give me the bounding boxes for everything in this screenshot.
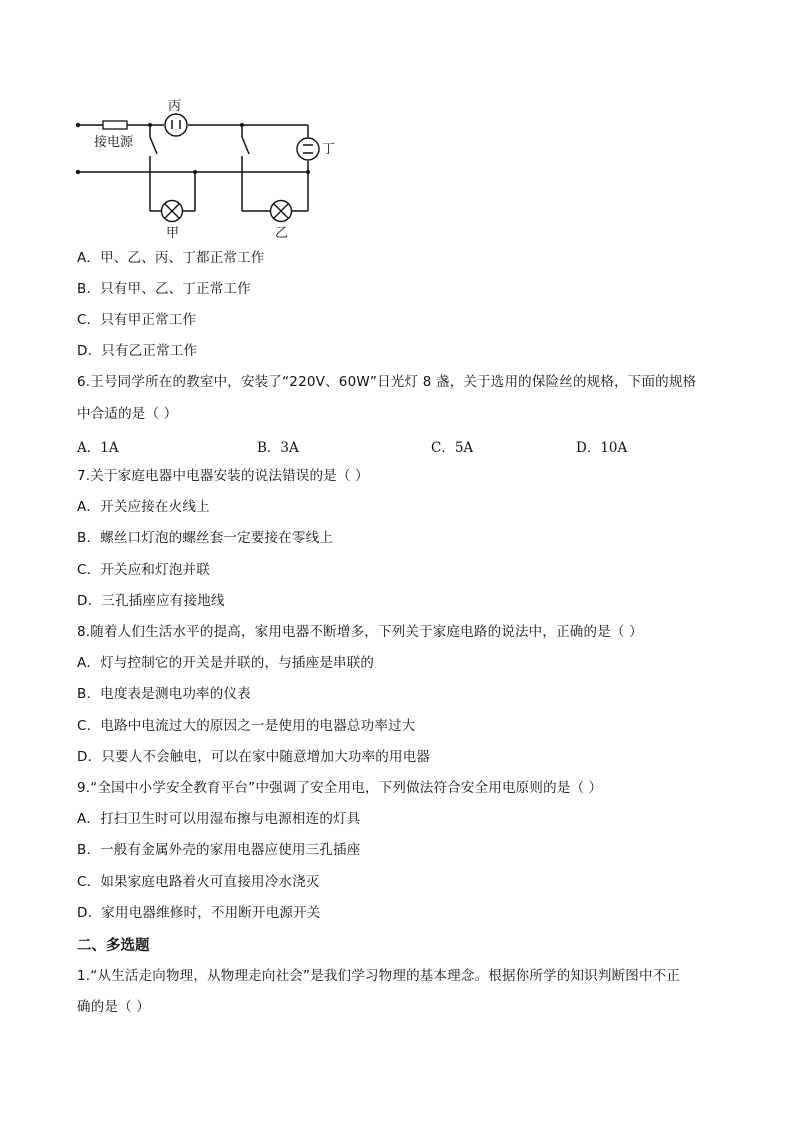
m1-stem-line1: 1.“从生活走向物理，从物理走向社会”是我们学习物理的基本理念。根据你所学的知识判断图中不正 [77,968,681,984]
q9-option-d: D．家用电器维修时，不用断开电源开关 [77,905,321,921]
q8-option-b: B．电度表是测电功率的仪表 [77,686,251,702]
q9-option-a: A．打扫卫生时可以用湿布擦与电源相连的灯具 [77,811,361,827]
q9-option-c: C．如果家庭电路着火可直接用冷水浇灭 [77,874,320,890]
circuit-diagram [70,96,350,244]
q5-option-d: D．只有乙正常工作 [77,343,198,359]
q7-option-d: D．三孔插座应有接地线 [77,593,225,609]
q7-option-c: C．开关应和灯泡并联 [77,562,210,578]
q9-option-b: B．一般有金属外壳的家用电器应使用三孔插座 [77,842,361,858]
socket-bing-label: 丙 [168,99,182,114]
q6-options-row [77,436,717,454]
section-title: 二、多选题 [77,938,150,954]
lamp-jia-label: 甲 [166,226,180,241]
q6-option-b: B．3A [257,440,299,456]
socket-ding-symbol [297,138,319,160]
q7-option-a: A．开关应接在火线上 [77,499,210,515]
q6-option-c: C．5A [431,440,474,456]
q5-option-b: B．只有甲、乙、丁正常工作 [77,281,251,297]
q8-option-d: D．只要人不会触电，可以在家中随意增加大功率的用电器 [77,749,431,765]
q6-stem-line2: 中合适的是（ ） [77,406,178,422]
q6-option-a: A．1A [77,440,119,456]
socket-ding-label: 丁 [322,142,336,157]
q5-option-a: A．甲、乙、丙、丁都正常工作 [77,250,265,266]
q7-stem: 7.关于家庭电器中电器安装的说法错误的是（ ） [77,468,369,484]
q7-option-b: B．螺丝口灯泡的螺丝套一定要接在零线上 [77,530,334,546]
lamp-jia-symbol [162,201,183,222]
socket-bing-symbol [165,114,187,136]
q6-stem-line1: 6.王号同学所在的教室中，安装了“220V、60W”日光灯 8 盏，关于选用的保险丝的规格，下面的规格 [77,374,697,390]
q5-option-c: C．只有甲正常工作 [77,312,197,328]
fuse-symbol [103,121,127,129]
q8-stem: 8.随着人们生活水平的提高，家用电器不断增多，下列关于家庭电路的说法中，正确的是（ ） [77,624,643,640]
power-label: 接电源 [94,135,134,150]
q9-stem: 9.“全国中小学安全教育平台”中强调了安全用电，下列做法符合安全用电原则的是（ ） [77,780,603,796]
m1-stem-line2: 确的是（ ） [77,999,150,1015]
lamp-yi-symbol [271,201,292,222]
q8-option-a: A．灯与控制它的开关是并联的，与插座是串联的 [77,655,375,671]
lamp-yi-label: 乙 [275,226,289,241]
q6-option-d: D．10A [576,440,628,456]
q8-option-c: C．电路中电流过大的原因之一是使用的电器总功率过大 [77,718,416,734]
